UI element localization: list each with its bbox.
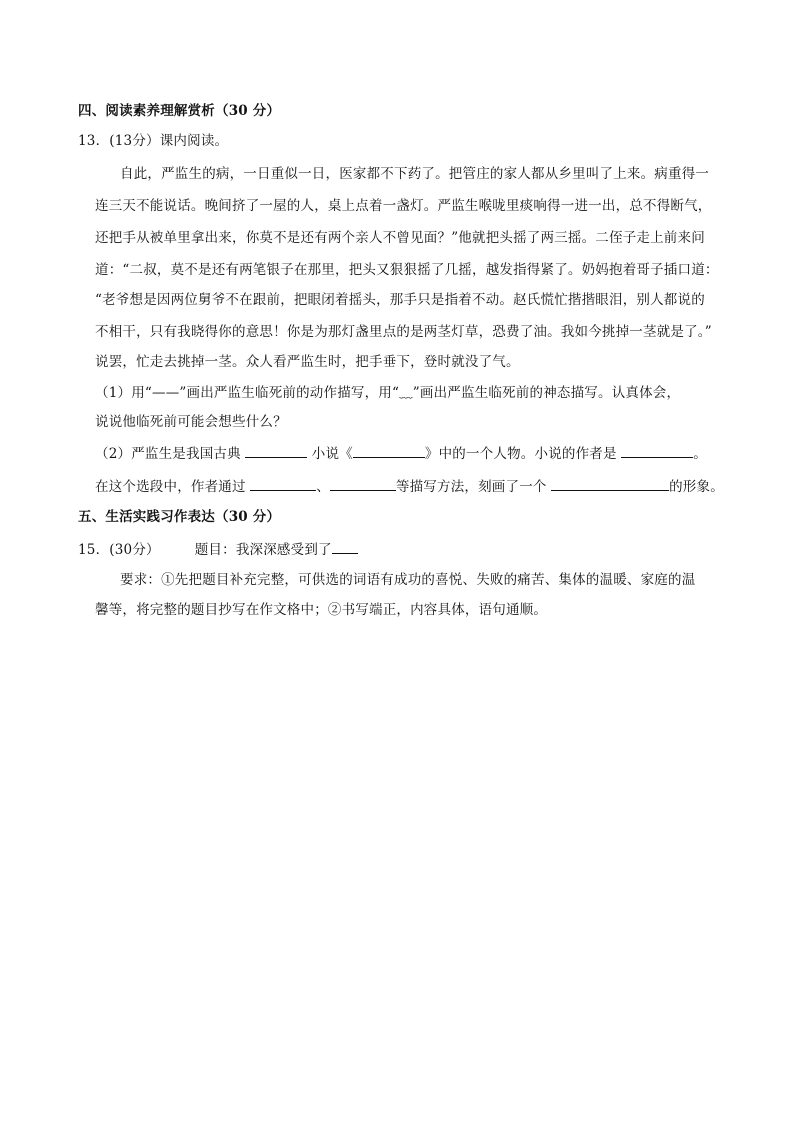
answer-blank-image[interactable] <box>551 476 669 491</box>
answer-blank-genre[interactable] <box>245 443 307 458</box>
passage-line-7: 说罢，忙走去挑掉一茎。众人看严监生时，把手垂下，登时就没了气。 <box>95 354 520 370</box>
answer-blank-method-1[interactable] <box>250 476 316 491</box>
passage-line-1: 自此，严监生的病，一日重似一日，医家都不下药了。把管庄的家人都从乡里叫了上来。病重得一 <box>120 166 710 182</box>
question-13-sub2-line1 <box>95 443 707 464</box>
requirement-line-1: 要求：①先把题目补充完整，可供选的词语有成功的喜悦、失败的痛苦、集体的温暖、家庭的温 <box>120 572 696 588</box>
sub2-text-line2-c: 等描写方法，刻画了一个 <box>395 479 547 495</box>
answer-blank-topic[interactable] <box>332 539 358 554</box>
passage-line-4: 道：“二叔，莫不是还有两笔银子在那里，把头又狠狠摇了几摇，越发指得紧了。奶妈抱着哥子插口道： <box>95 262 719 278</box>
sub2-text-line2-d: 的形象。 <box>669 479 724 495</box>
sub2-text-a: （2）严监生是我国古典 <box>95 446 241 462</box>
question-13-title: 13．(13分）课内阅读。 <box>78 133 229 149</box>
passage-line-6: 不相干，只有我晓得你的意思！你是为那灯盏里点的是两茎灯草，恐费了油。我如今挑掉一茎就是了。” <box>95 324 712 340</box>
section-4-heading: 四、阅读素养理解赏析（30 分） <box>78 103 281 119</box>
question-15-line <box>78 539 358 560</box>
passage-line-3: 还把手从被单里拿出来，你莫不是还有两个亲人不曾见面？”他就把头摇了两三摇。二侄子走上前来问 <box>95 230 705 246</box>
sub2-text-line2-a: 在这个选段中，作者通过 <box>95 479 246 495</box>
question-13-sub1-line1: （1）用“——”画出严监生临死前的动作描写，用“﹏”画出严监生临死前的神态描写。认真体会， <box>95 385 681 401</box>
passage-line-5: “老爷想是因两位舅爷不在跟前，把眼闭着摇头，那手只是指着不动。赵氏慌忙揩揩眼泪，别人都说的 <box>95 292 705 308</box>
section-5-heading: 五、生活实践习作表达（30 分） <box>78 509 281 525</box>
question-13-sub2-line2 <box>95 476 724 497</box>
question-15-prefix: 15．(30分） <box>78 542 160 558</box>
sub2-text-c: 》中的一个人物。小说的作者是 <box>424 446 617 462</box>
sub2-text-line2-b: 、 <box>316 479 330 495</box>
question-13-sub1-line2: 说说他临死前可能会想些什么？ <box>95 414 287 430</box>
sub2-text-d: 。 <box>693 446 707 462</box>
sub2-text-b: 小说《 <box>311 446 353 462</box>
answer-blank-method-2[interactable] <box>330 476 396 491</box>
question-15-topic: 题目：我深深感受到了 <box>194 542 332 558</box>
answer-blank-author[interactable] <box>621 443 693 458</box>
requirement-line-2: 馨等，将完整的题目抄写在作文格中；②书写端正，内容具体，语句通顺。 <box>95 602 548 618</box>
answer-blank-novel[interactable] <box>353 443 425 458</box>
passage-line-2: 连三天不能说话。晚间挤了一屋的人，桌上点着一盏灯。严监生喉咙里痰响得一进一出，总不得断气， <box>95 198 712 214</box>
